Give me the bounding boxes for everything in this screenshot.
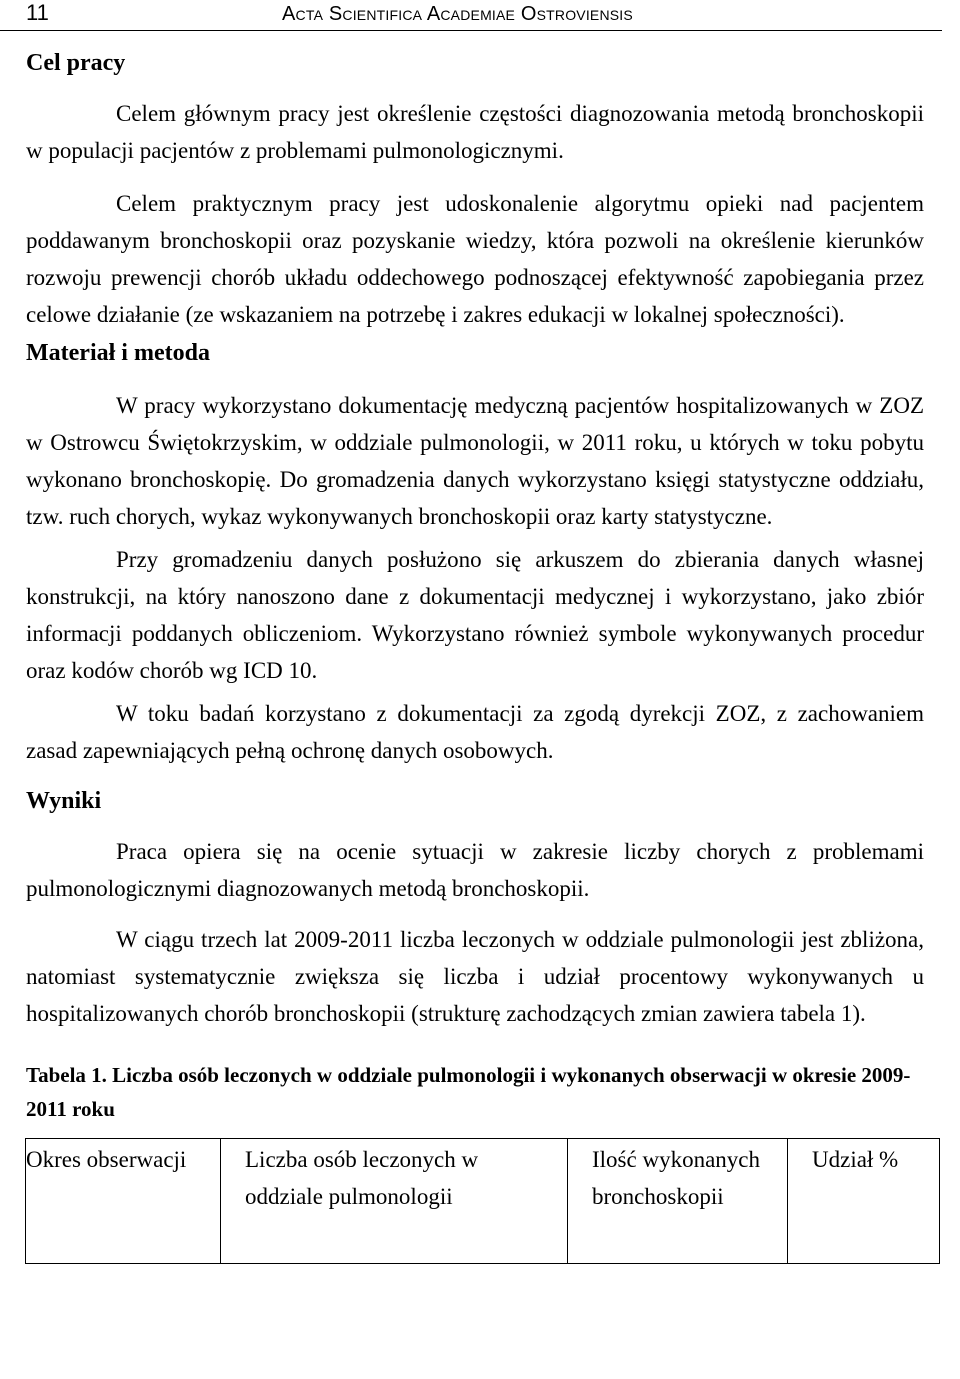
table-caption: Tabela 1. Liczba osób leczonych w oddziale pulmonologii i wykonanych obserwacji w okresie 2009- 2011 roku — [26, 1063, 911, 1121]
paragraph: Celem praktycznym pracy jest udoskonalenie algorytmu opieki nad pacjentem poddawanym bronchoskopii oraz pozyskanie wiedzy, która pozwoli na określenie kierunków rozwoju prewencji chorób układu oddechowego podnoszącej efektywność zapobiegania przez celowe działanie (ze wskazaniem na potrzebę i zakres edukacji w lokalnej społeczności). — [26, 191, 924, 327]
page-number: 11 — [26, 0, 49, 25]
section-heading-methods: Materiał i metoda — [26, 340, 210, 366]
column-header-label: Liczba osób leczonych w oddziale pulmonologii — [245, 1147, 479, 1209]
section-heading-aim: Cel pracy — [26, 50, 126, 76]
journal-title: Acta Scientifica Academiae Ostroviensis — [282, 3, 633, 25]
section-heading-results: Wyniki — [26, 788, 102, 814]
column-header-label: Udział % — [812, 1147, 899, 1172]
running-header — [0, 0, 942, 31]
column-header — [221, 1139, 568, 1264]
paragraph: Praca opiera się na ocenie sytuacji w zakresie liczby chorych z problemami pulmonologicznymi diagnozowanych metodą bronchoskopii. — [26, 839, 924, 901]
column-header-label: Okres obserwacji — [26, 1147, 187, 1172]
column-header — [568, 1139, 788, 1264]
table-header-row — [26, 1139, 940, 1264]
column-header — [788, 1139, 940, 1264]
paragraph: Przy gromadzeniu danych posłużono się arkuszem do zbierania danych własnej konstrukcji, na który nanoszono dane z dokumentacji medycznej i wykorzystano, jako zbiór informacji poddanych obliczeniom. Wykorzystano również symbole wykonywanych procedur oraz kodów chorób wg ICD 10. — [26, 547, 924, 683]
paragraph: W pracy wykorzystano dokumentację medyczną pacjentów hospitalizowanych w ZOZ w Ostrowcu Świętokrzyskim, w oddziale pulmonologii, w 2011 roku, u których w toku pobytu wykonano bronchoskopię. Do gromadzenia danych wykorzystano księgi statystyczne oddziału, tzw. ruch chorych, wykaz wykonywanych bronchoskopii oraz karty statystyczne. — [26, 393, 924, 529]
paragraph: Celem głównym pracy jest określenie częstości diagnozowania metodą bronchoskopii w populacji pacjentów z problemami pulmonologicznymi. — [26, 101, 924, 163]
data-table — [25, 1138, 940, 1264]
column-header — [26, 1139, 221, 1264]
article-body — [26, 40, 924, 1264]
paragraph: W toku badań korzystano z dokumentacji za zgodą dyrekcji ZOZ, z zachowaniem zasad zapewniających pełną ochronę danych osobowych. — [26, 701, 924, 763]
paragraph: W ciągu trzech lat 2009-2011 liczba leczonych w oddziale pulmonologii jest zbliżona, natomiast systematycznie zwiększa się liczba i udział procentowy wykonywanych u hospitalizowanych chorób bronchoskopii (strukturę zachodzących zmian zawiera tabela 1). — [26, 927, 924, 1026]
column-header-label: Ilość wykonanych bronchoskopii — [592, 1147, 760, 1209]
